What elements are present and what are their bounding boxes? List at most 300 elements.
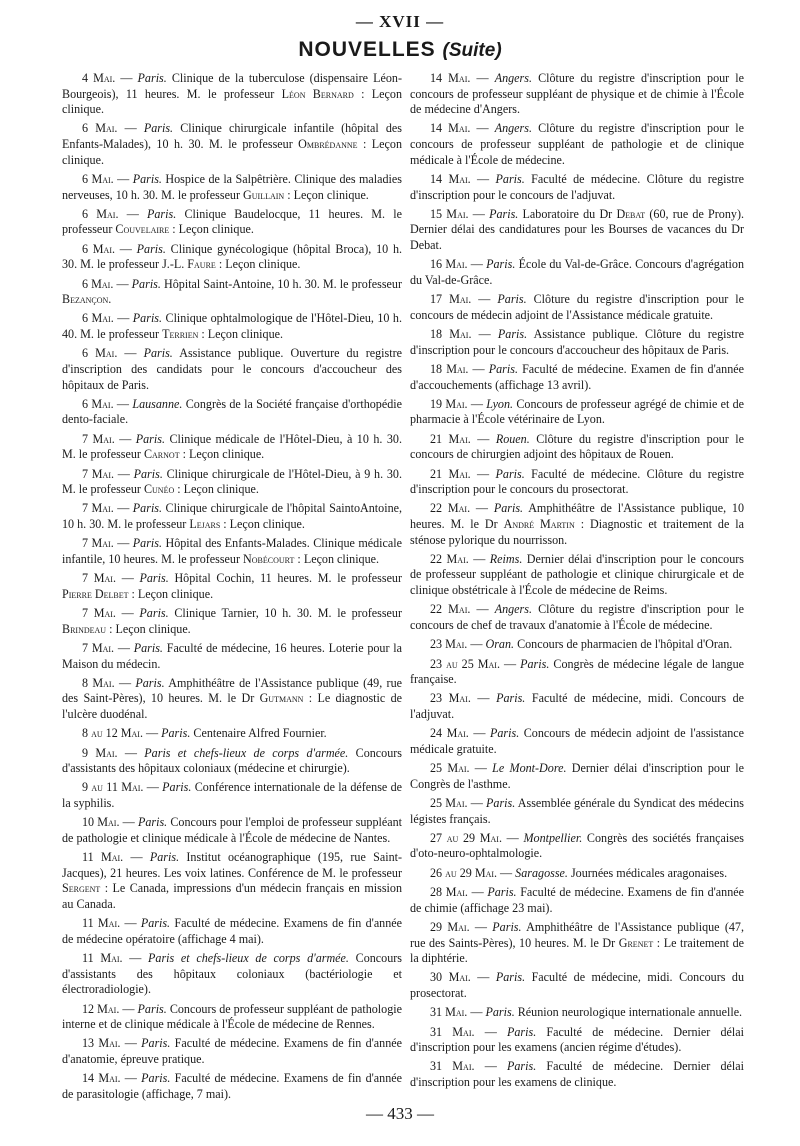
entry-date: 6 Mai. xyxy=(82,241,116,256)
entry-person-name: Guillain xyxy=(243,187,285,202)
calendar-entry xyxy=(62,850,402,912)
entry-person-name: Gutmann xyxy=(259,691,304,706)
entry-separator: — xyxy=(113,536,133,551)
entry-text: Clinique ophtalmologique de l'Hôtel-Dieu, 10 h. 40. M. le professeur xyxy=(62,311,403,342)
entry-separator: — xyxy=(467,637,486,652)
entry-place: Angers. xyxy=(494,71,532,85)
calendar-entry xyxy=(62,277,402,308)
entry-separator: — xyxy=(470,121,495,136)
entry-date: 9 au 11 Mai. xyxy=(82,780,144,795)
entry-place: Paris. xyxy=(486,796,516,810)
entry-separator: — xyxy=(467,796,487,810)
calendar-entry xyxy=(410,172,744,203)
entry-text: Congrès des sociétés françaises d'oto-neuro-ophtalmologie. xyxy=(410,830,745,861)
entry-person-name: Ombrédanne xyxy=(298,137,358,152)
calendar-entry xyxy=(62,916,402,947)
entry-date: 7 Mai. xyxy=(82,571,116,586)
calendar-entry xyxy=(62,606,402,637)
calendar-entry xyxy=(62,71,402,118)
entry-text: Concours pour l'emploi de professeur suppléant de pathologie et clinique médicale à l'École de médecine de Nantes. xyxy=(62,815,403,845)
entry-separator: — xyxy=(117,745,145,760)
calendar-entry xyxy=(410,362,744,393)
entry-separator: — xyxy=(468,361,489,376)
calendar-entry xyxy=(62,641,402,672)
entry-text: Faculté de médecine. Examens de fin d'année de chimie (affichage 23 mai). xyxy=(410,885,744,915)
calendar-entry xyxy=(62,536,402,567)
entry-date: 31 Mai. xyxy=(430,1024,475,1039)
calendar-entry xyxy=(62,311,402,342)
entry-text-tail: : Le Canada, impressions d'un médecin français en mission au Canada. xyxy=(62,881,402,911)
entry-date: 6 Mai. xyxy=(82,206,119,221)
entry-date: 7 Mai. xyxy=(82,466,115,481)
calendar-entry xyxy=(410,691,744,722)
entry-date: 8 Mai. xyxy=(82,675,115,690)
entry-separator: — xyxy=(471,327,498,342)
entry-separator: — xyxy=(142,726,162,741)
entry-date: 6 Mai. xyxy=(82,276,114,291)
entry-date: 7 Mai. xyxy=(82,640,115,655)
entry-text: Clôture du registre d'inscription pour le concours de médecin adjoint de l'Assistance médicale gratuite. xyxy=(410,292,745,322)
entry-text: Hôpital Cochin, 11 heures. M. le professeur xyxy=(168,571,403,586)
entry-date: 18 Mai. xyxy=(430,361,469,376)
entry-place: Paris. xyxy=(133,466,163,481)
entry-place: Lausanne. xyxy=(132,396,183,411)
entry-place: Paris et chefs-lieux de corps d'armée. xyxy=(144,745,349,760)
entry-separator: — xyxy=(468,551,490,566)
entry-separator: — xyxy=(500,656,521,671)
entry-date: 11 Mai. xyxy=(82,951,123,966)
entry-separator: — xyxy=(470,431,496,446)
entry-place: Paris. xyxy=(487,885,517,900)
entry-date: 6 Mai. xyxy=(82,171,114,186)
entry-text: Clôture du registre d'inscription pour le concours de chirurgien adjoint des hôpitaux de Rouen. xyxy=(410,431,745,462)
calendar-entry xyxy=(62,1036,402,1067)
entry-text-tail: . xyxy=(108,292,112,307)
entry-text: Dernier délai d'inscription pour le Congrès de l'asthme. xyxy=(410,761,744,791)
entry-separator: — xyxy=(471,292,498,307)
entry-separator: — xyxy=(120,1071,142,1086)
entry-place: Paris. xyxy=(132,536,162,551)
calendar-entry xyxy=(410,467,744,498)
entry-separator: — xyxy=(119,1001,138,1016)
entry-text-tail: : Leçon clinique. xyxy=(174,482,259,497)
entry-text: Hospice de la Salpêtrière. Clinique des maladies nerveuses, 10 h. 30. M. le professeur xyxy=(62,171,402,202)
entry-person-name: Carnot xyxy=(143,447,180,462)
entry-place: Angers. xyxy=(494,602,532,617)
entry-place: Paris. xyxy=(136,241,166,256)
entry-place: Paris. xyxy=(495,466,525,481)
entry-place: Saragosse. xyxy=(515,865,568,880)
entry-text-tail: : Diagnostic et traitement de la sténose pylorique du nourrisson. xyxy=(410,517,745,547)
entry-separator: — xyxy=(113,171,133,186)
entry-date: 14 Mai. xyxy=(430,71,471,85)
entry-date: 14 Mai. xyxy=(430,171,471,186)
entry-date: 27 au 29 Mai. xyxy=(430,830,502,845)
entry-person-name: Pierre Delbet xyxy=(62,586,129,601)
section-title-suite: (Suite) xyxy=(442,40,502,61)
entry-text-tail: : Leçon clinique. xyxy=(62,137,402,167)
entry-separator: — xyxy=(468,726,490,741)
entry-text: Faculté de médecine. Examens de fin d'année de médecine opératoire (affichage 4 mai). xyxy=(62,916,403,946)
entry-separator: — xyxy=(469,919,493,934)
entry-place: Paris. xyxy=(485,1005,515,1020)
entry-date: 23 Mai. xyxy=(430,691,471,706)
entry-date: 24 Mai. xyxy=(430,726,469,741)
entry-separator: — xyxy=(115,606,140,621)
entry-separator: — xyxy=(467,396,487,411)
calendar-entry xyxy=(62,242,402,273)
calendar-entry xyxy=(410,552,744,599)
entry-date: 31 Mai. xyxy=(430,1059,475,1074)
entry-separator: — xyxy=(114,675,136,690)
entry-text: Dernier délai d'inscription pour le concours de professeur suppléant de pathologie et clinique chirurgicale et de clinique obstétricale à l'École de médecine de Reims. xyxy=(410,551,744,598)
entry-separator: — xyxy=(468,206,490,221)
entry-person-name: J.-L. Faure xyxy=(162,257,216,272)
calendar-entry xyxy=(62,746,402,777)
calendar-entry xyxy=(410,602,744,633)
entry-text: Clinique gynécologique (hôpital Broca), 10 h. 30. M. le professeur xyxy=(62,241,403,272)
entry-date: 8 au 12 Mai. xyxy=(82,726,143,741)
entry-text-tail: : Leçon clinique. xyxy=(284,187,369,202)
entry-place: Oran. xyxy=(485,637,515,652)
entry-place: Paris. xyxy=(133,640,163,655)
entry-separator: — xyxy=(114,431,136,446)
calendar-entry xyxy=(410,657,744,688)
entry-date: 31 Mai. xyxy=(430,1005,468,1020)
entry-person-name: Léon Bernard xyxy=(281,86,354,101)
entry-text: Clinique médicale de l'Hôtel-Dieu, à 10 h. 30. M. le professeur xyxy=(62,431,402,462)
entry-text: Clinique chirurgicale de l'hôpital SaintoAntoine, 10 h. 30. M. le professeur xyxy=(62,501,403,531)
calendar-entry xyxy=(410,885,744,916)
calendar-entry xyxy=(410,1025,744,1056)
entry-separator: — xyxy=(470,602,495,617)
entry-text: Faculté de médecine. Dernier délai d'inscription pour les examens de clinique. xyxy=(410,1059,745,1089)
calendar-entry xyxy=(62,172,402,203)
entry-separator: — xyxy=(113,276,132,291)
entry-text-tail: : Leçon clinique. xyxy=(215,257,301,272)
calendar-entry xyxy=(410,397,744,428)
entry-text: Concours d'assistants des hôpitaux coloniaux (bactériologie et électroradiologie). xyxy=(62,951,402,997)
calendar-entry xyxy=(410,637,744,653)
left-column xyxy=(62,71,402,1106)
entry-place: Paris. xyxy=(493,501,524,516)
entry-place: Paris. xyxy=(135,431,165,446)
entry-place: Paris. xyxy=(486,257,516,272)
entry-date: 21 Mai. xyxy=(430,466,471,481)
calendar-entry xyxy=(410,1005,744,1021)
calendar-entry xyxy=(410,121,744,168)
entry-text: Institut océanographique (195, rue Saint-Jacques), 21 heures. Les voix latines. Conférence de M. le professeur xyxy=(62,850,403,880)
entry-place: Paris. xyxy=(497,327,528,342)
entry-text: Faculté de médecine. Examens de fin d'année d'anatomie, épreuve pratique. xyxy=(62,1036,403,1067)
entry-person-name: Grenet xyxy=(618,935,654,950)
calendar-entry xyxy=(410,207,744,254)
entry-date: 9 Mai. xyxy=(82,745,118,760)
calendar-entry xyxy=(410,432,744,463)
calendar-entry xyxy=(62,501,402,532)
entry-date: 7 Mai. xyxy=(82,536,114,551)
entry-date: 4 Mai. xyxy=(82,71,116,85)
entry-separator: — xyxy=(123,850,150,865)
entry-place: Paris. xyxy=(496,691,526,706)
entry-place: Rouen. xyxy=(495,431,530,446)
entry-text: Hôpital Saint-Antoine, 10 h. 30. M. le professeur xyxy=(160,276,403,291)
entry-separator: — xyxy=(470,71,495,85)
calendar-entry xyxy=(410,327,744,358)
entry-date: 29 Mai. xyxy=(430,919,470,934)
entry-text: Réunion neurologique internationale annuelle. xyxy=(514,1005,743,1020)
entry-date: 14 Mai. xyxy=(430,121,471,136)
entry-text: Faculté de médecine, midi. Concours du prosectorat. xyxy=(410,970,744,1000)
entry-place: Paris. xyxy=(131,276,161,291)
entry-date: 18 Mai. xyxy=(430,327,472,342)
entry-separator: — xyxy=(119,815,138,830)
entry-place: Paris. xyxy=(488,361,518,376)
calendar-entry xyxy=(62,467,402,498)
entry-separator: — xyxy=(143,780,163,795)
entry-text-tail: : Leçon clinique. xyxy=(294,551,380,566)
entry-separator: — xyxy=(113,501,133,516)
entry-text: Clinique chirurgicale infantile (hôpital des Enfants-Malades), 10 h. 30. M. le professeur xyxy=(62,121,402,152)
entry-date: 28 Mai. xyxy=(430,885,468,900)
entry-date: 6 Mai. xyxy=(82,311,114,326)
entry-date: 26 au 29 Mai. xyxy=(430,865,498,880)
entry-text: École du Val-de-Grâce. Concours d'agrégation du Val-de-Grâce. xyxy=(410,257,744,287)
entry-separator: — xyxy=(115,71,138,85)
calendar-entry xyxy=(410,726,744,757)
entry-place: Paris. xyxy=(143,121,174,136)
entry-separator: — xyxy=(469,761,493,776)
entry-place: Paris. xyxy=(162,780,192,795)
calendar-entry xyxy=(62,780,402,811)
entry-separator: — xyxy=(117,346,144,361)
calendar-entry xyxy=(62,815,402,846)
entry-separator: — xyxy=(122,951,149,966)
entry-date: 25 Mai. xyxy=(430,761,470,776)
entry-place: Paris. xyxy=(495,171,525,186)
entry-separator: — xyxy=(470,970,496,985)
entry-separator: — xyxy=(114,466,134,481)
entry-date: 11 Mai. xyxy=(82,850,124,865)
calendar-entry xyxy=(62,432,402,463)
entry-text-tail: : Leçon clinique. xyxy=(128,586,214,601)
calendar-entry xyxy=(410,831,744,862)
entry-place: Paris. xyxy=(132,171,162,186)
entry-text-tail: : Leçon clinique. xyxy=(62,86,403,117)
entry-place: Montpellier. xyxy=(523,830,583,845)
entry-place: Paris. xyxy=(140,916,171,931)
entry-text: Faculté de médecine. Dernier délai d'inscription pour les examens (ancien régime d'études). xyxy=(410,1024,745,1055)
entry-text: Laboratoire du Dr xyxy=(518,206,617,221)
entry-person-name: Bezançon xyxy=(62,292,109,307)
entry-place: Paris. xyxy=(161,726,191,741)
entry-place: Paris. xyxy=(495,970,526,985)
entry-text: Clinique de la tuberculose (dispensaire Léon-Bourgeois), 11 heures. M. le professeur xyxy=(62,71,402,101)
entry-separator: — xyxy=(115,571,140,586)
entry-separator: — xyxy=(470,171,496,186)
entry-text: Clôture du registre d'inscription pour le concours de professeur suppléant de pathologie et de clinique médicale à l'École de médecine. xyxy=(410,121,745,167)
entry-text-tail: : Leçon clinique. xyxy=(169,222,254,237)
entry-separator: — xyxy=(118,206,147,221)
entry-place: Paris. xyxy=(139,571,169,586)
entry-place: Paris. xyxy=(137,1001,167,1016)
entry-date: 6 Mai. xyxy=(82,396,114,411)
entry-text-tail: : Le diagnostic de l'ulcère duodénal. xyxy=(62,691,402,721)
entry-place: Le Mont-Dore. xyxy=(492,761,567,776)
entry-date: 7 Mai. xyxy=(82,606,116,621)
calendar-entry xyxy=(410,1059,744,1090)
entry-date: 22 Mai. xyxy=(430,551,469,566)
entry-date: 7 Mai. xyxy=(82,501,114,516)
entry-date: 30 Mai. xyxy=(430,970,471,985)
entry-separator: — xyxy=(470,466,496,481)
section-title xyxy=(0,38,800,62)
calendar-entry xyxy=(410,292,744,323)
entry-separator: — xyxy=(120,916,141,931)
entry-text: Clinique Baudelocque, 11 heures. M. le professeur xyxy=(62,206,403,237)
entry-text: Amphithéâtre de l'Assistance publique (47, rue des Saints-Pères), 10 heures. M. le Dr xyxy=(410,919,744,950)
calendar-entry xyxy=(410,501,744,548)
calendar-entry xyxy=(410,796,744,827)
entry-text: Concours de professeur agrégé de chimie et de pharmacie à l'École vétérinaire de Lyon. xyxy=(410,396,744,427)
entry-separator: — xyxy=(467,885,488,900)
entry-text: Concours de médecin adjoint de l'assistance médicale gratuite. xyxy=(410,726,744,756)
entry-text: Concours de pharmacien de l'hôpital d'Oran. xyxy=(514,637,733,652)
entry-text-tail: : Leçon clinique. xyxy=(198,327,284,342)
entry-separator: — xyxy=(115,241,137,256)
entry-place: Paris. xyxy=(141,1036,171,1051)
entry-separator: — xyxy=(470,501,494,516)
entry-text: Clôture du registre d'inscription pour le concours de professeur suppléant de physique et de chimie à l'École de médecine d'Angers. xyxy=(410,71,745,117)
entry-place: Angers. xyxy=(494,121,532,136)
entry-separator: — xyxy=(474,1059,507,1074)
calendar-entry xyxy=(62,207,402,238)
section-title-main: NOUVELLES xyxy=(298,38,436,61)
entry-separator: — xyxy=(467,1005,486,1020)
entry-place: Paris. xyxy=(137,71,167,85)
entry-text-tail: : Leçon clinique. xyxy=(106,621,191,636)
entry-place: Paris. xyxy=(507,1059,537,1074)
calendar-entry xyxy=(62,571,402,602)
entry-text: Faculté de médecine. Clôture du registre d'inscription pour le concours de l'adjuvat. xyxy=(410,171,744,202)
entry-person-name: Brindeau xyxy=(62,621,107,636)
entry-person-name: Couvelaire xyxy=(115,222,170,237)
entry-separator: — xyxy=(467,257,487,272)
entry-place: Paris. xyxy=(507,1024,537,1039)
entry-separator: — xyxy=(470,691,497,706)
entry-place: Lyon. xyxy=(486,396,514,411)
entry-place: Paris et chefs-lieux de corps d'armée. xyxy=(148,951,349,966)
calendar-entry xyxy=(62,676,402,723)
entry-place: Paris. xyxy=(137,815,168,830)
entry-place: Paris. xyxy=(135,675,165,690)
entry-text-tail: (60, rue de Prony). Dernier délai des candidatures pour les Bourses de vacances du Dr Debat. xyxy=(410,206,744,252)
entry-text: Concours de professeur suppléant de pathologie interne et de clinique médicale à l'École de médecine de Rennes. xyxy=(62,1001,402,1032)
entry-date: 6 Mai. xyxy=(82,346,118,361)
entry-date: 13 Mai. xyxy=(82,1036,121,1051)
entry-text: Journées médicales aragonaises. xyxy=(567,865,728,880)
entry-date: 16 Mai. xyxy=(430,257,468,272)
entry-person-name: Terrien xyxy=(162,327,199,342)
entry-date: 6 Mai. xyxy=(82,121,118,136)
entry-text: Faculté de médecine. Clôture du registre d'inscription pour le concours du prosectorat. xyxy=(410,466,744,497)
entry-date: 19 Mai. xyxy=(430,396,468,411)
entry-date: 7 Mai. xyxy=(82,431,115,446)
calendar-entry xyxy=(62,951,402,998)
entry-text: Faculté de médecine, 16 heures. Loterie pour la Maison du médecin. xyxy=(62,640,403,671)
entry-date: 11 Mai. xyxy=(82,916,121,931)
calendar-entry xyxy=(410,866,744,882)
calendar-entry xyxy=(62,397,402,428)
entry-date: 14 Mai. xyxy=(82,1071,121,1086)
calendar-entry xyxy=(62,121,402,168)
entry-text: Congrès de médecine légale de langue française. xyxy=(410,656,745,687)
entry-date: 10 Mai. xyxy=(82,815,120,830)
entry-person-name: Nobécourt xyxy=(243,551,295,566)
entry-separator: — xyxy=(502,830,524,845)
entry-place: Paris. xyxy=(497,292,527,307)
entry-person-name: Cunéo xyxy=(143,482,175,497)
entry-separator: — xyxy=(113,311,133,326)
entry-place: Paris. xyxy=(132,501,163,516)
entry-text: Concours d'assistants des hôpitaux coloniaux (médecine et chirurgie). xyxy=(62,745,402,776)
entry-date: 17 Mai. xyxy=(430,292,472,307)
entry-place: Paris. xyxy=(492,919,522,934)
entry-place: Paris. xyxy=(520,656,550,671)
entry-place: Paris. xyxy=(139,606,169,621)
entry-text: Faculté de médecine, midi. Concours de l'adjuvat. xyxy=(410,691,745,721)
entry-text: Clinique Tarnier, 10 h. 30. M. le professeur xyxy=(168,606,402,621)
entry-person-name: Lejars xyxy=(189,517,221,531)
calendar-entry xyxy=(62,346,402,393)
entry-place: Paris. xyxy=(489,206,519,221)
entry-text: Faculté de médecine. Examen de fin d'année d'accouchements (affichage 13 avril). xyxy=(410,361,744,392)
entry-date: 25 Mai. xyxy=(430,796,468,810)
entry-text: Amphithéâtre de l'Assistance publique, 10 heures. M. le Dr xyxy=(410,501,745,531)
entry-text: Assemblée générale du Syndicat des médecins légistes français. xyxy=(410,796,744,826)
entry-text: Conférence internationale de la défense de la syphilis. xyxy=(62,780,402,810)
entry-date: 21 Mai. xyxy=(430,431,471,446)
roman-page-number: — XVII — xyxy=(355,12,445,31)
entry-text: Amphithéâtre de l'Assistance publique (49, rue des Saint-Pères), 10 heures. M. le Dr xyxy=(62,675,403,706)
entry-date: 23 au 25 Mai. xyxy=(430,656,500,671)
entry-person-name: André Martin xyxy=(503,517,575,531)
entry-date: 23 Mai. xyxy=(430,637,468,652)
entry-date: 22 Mai. xyxy=(430,602,471,617)
entry-text-tail: : Leçon clinique. xyxy=(220,517,305,531)
entry-text: Assistance publique. Ouverture du registre d'inscription des candidats pour le concours d'accoucheur des hôpitaux de Paris. xyxy=(62,346,402,392)
entry-text-tail: : Leçon clinique. xyxy=(179,447,265,462)
entry-place: Paris. xyxy=(147,206,177,221)
calendar-entry xyxy=(410,920,744,967)
entry-separator: — xyxy=(474,1024,507,1039)
entry-separator: — xyxy=(120,1036,142,1051)
entry-separator: — xyxy=(113,396,133,411)
entry-person-name: Debat xyxy=(616,206,646,221)
entry-text: Congrès de la Société française d'orthopédie dento-faciale. xyxy=(62,396,402,427)
entry-separator: — xyxy=(497,865,516,880)
entry-place: Paris. xyxy=(132,311,163,326)
calendar-entry xyxy=(410,257,744,288)
calendar-entry xyxy=(410,970,744,1001)
calendar-entry xyxy=(410,71,744,118)
calendar-entry xyxy=(62,1071,402,1102)
entry-place: Paris. xyxy=(141,1071,171,1086)
entry-person-name: Sergent xyxy=(62,881,101,896)
entry-text-tail: : Le traitement de la diphtérie. xyxy=(410,935,744,966)
entry-place: Paris. xyxy=(149,850,180,865)
entry-separator: — xyxy=(114,640,134,655)
